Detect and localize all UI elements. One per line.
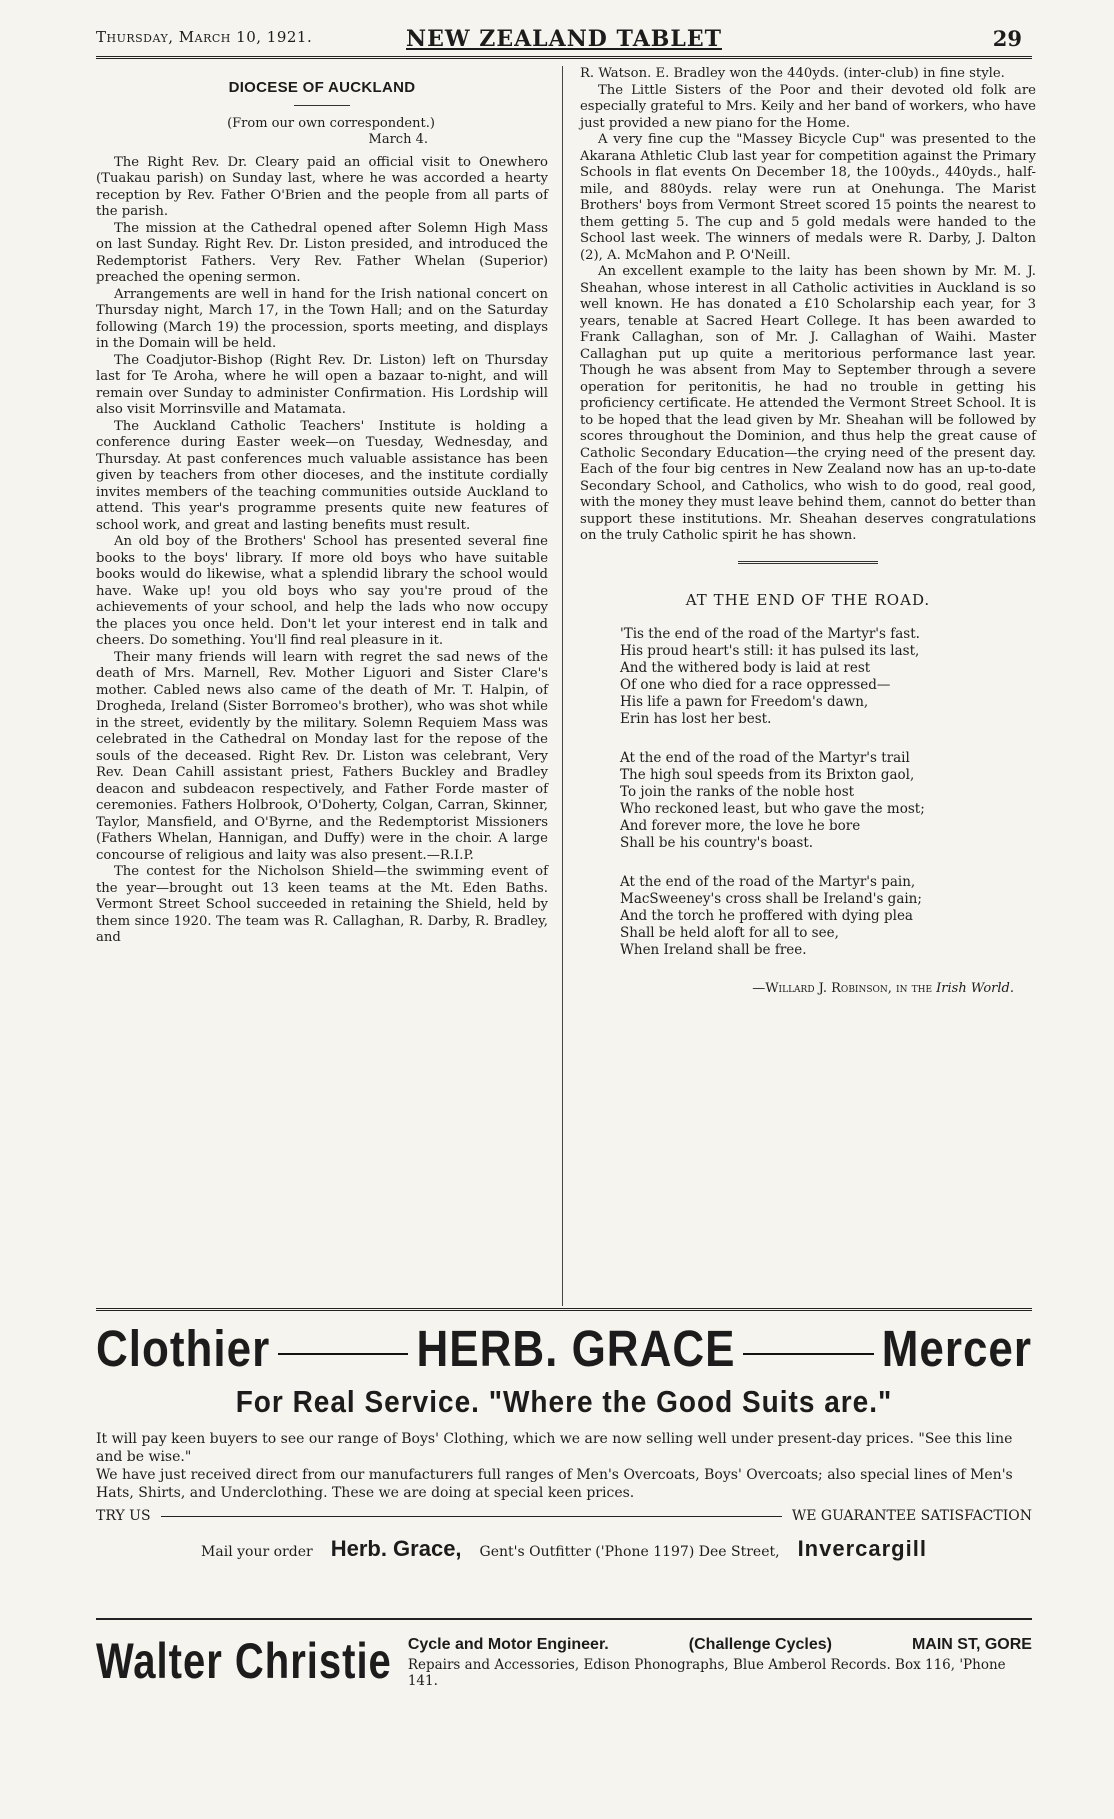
attribution-source: Irish World.: [936, 981, 1014, 996]
poem-stanza: [620, 626, 1036, 728]
ad-christie-services: Repairs and Accessories, Edison Phonographs, Blue Amberol Records. Box 116, 'Phone 141.: [407, 1657, 1006, 1689]
ad-mail-line: [96, 1536, 1032, 1562]
section-divider: [738, 561, 878, 564]
article-paragraph: Arrangements are well in hand for the Irish national concert on Thursday night, March 17, in the Town Hall; and on the Saturday following (March 19) the procession, sports meeting, and displays in the Domain will be held.: [96, 286, 548, 351]
byline: (From our own correspondent.): [227, 115, 435, 131]
ad-town: Invercargill: [797, 1536, 927, 1561]
page-header: [96, 22, 1032, 59]
ad-mercer: Mercer: [881, 1321, 1033, 1378]
poem-line: And the torch he proffered with dying plea: [620, 908, 913, 924]
advertisement-rule: [96, 1618, 1032, 1620]
ad-signature-name: Herb. Grace,: [330, 1536, 462, 1561]
poem-stanza: [620, 874, 1036, 959]
advertisement-rule: [96, 1308, 1032, 1311]
article-paragraph: The Auckland Catholic Teachers' Institute is holding a conference during Easter week—on Tuesday, Wednesday, and Thursday. At past conferences much valuable assistance has been given by teachers from other dioceses, and the institute cordially invites members of the teaching communities outside Auckland to attend. This year's programme presents quite new features of school work, and great and lasting benefits must result.: [96, 418, 548, 533]
ad-mail-order: Mail your order: [201, 1544, 313, 1560]
ad-business-name: HERB. GRACE: [416, 1321, 736, 1378]
section-title: DIOCESE OF AUCKLAND: [228, 79, 416, 96]
ad-guarantee: WE GUARANTEE SATISFACTION: [791, 1508, 1032, 1524]
masthead: NEW ZEALAND TABLET: [406, 26, 722, 52]
ad-christie-row: [408, 1636, 1032, 1654]
article-paragraph: The Right Rev. Dr. Cleary paid an official visit to Onewhero (Tuakau parish) on Sunday last, where he was accorded a hearty reception by Rev. Father O'Brien and the people from all parts of the parish.: [96, 154, 548, 219]
headline-dash: [278, 1353, 408, 1355]
poem-line: 'Tis the end of the road of the Martyr's fast.: [620, 626, 920, 642]
poem-line: Shall be his country's boast.: [620, 835, 814, 851]
issue-date: Thursday, March 10, 1921.: [96, 28, 313, 46]
attribution-author: —Willard J. Robinson, in the: [752, 981, 933, 996]
dateline: March 4.: [368, 132, 428, 147]
article-paragraph: An excellent example to the laity has been shown by Mr. M. J. Sheahan, whose interest in all Catholic activities in Auckland is so well known. He has donated a £10 Scholarship each year, for 3 years, tenable at Sacred Heart College. It has been awarded to Frank Callaghan, son of Mr. J. Callaghan of Waihi. Master Callaghan put up quite a meritorious performance last year. Though he was absent from May to September through a severe operation for peritonitis, he had no trouble in getting his proficiency certificate. He attended the Vermont Street School. It is to be hoped that the lead given by Mr. Sheahan will be followed by scores throughout the Dominion, and thus help the great cause of Catholic Secondary Education—the crying need of the present day. Each of the four big centres in New Zealand now has an up-to-date Secondary School, and Catholics, who wish to do good, real good, with the money they must leave behind them, cannot do better than support these institutions. Mr. Sheahan deserves congratulations on the truly Catholic spirit he has shown.: [580, 264, 1036, 543]
poem-line: His proud heart's still: it has pulsed its last,: [620, 643, 920, 659]
poem-line: And the withered body is laid at rest: [620, 660, 871, 676]
left-column: [96, 66, 548, 947]
ad-christie-info: [408, 1636, 1032, 1689]
ad-try-us: TRY US: [96, 1508, 151, 1524]
poem-line: MacSweeney's cross shall be Ireland's gain;: [620, 891, 922, 907]
ad-outfitter: Gent's Outfitter ('Phone 1197) Dee Street,: [479, 1544, 780, 1560]
advertisement-walter-christie: [96, 1636, 1032, 1689]
ad-body: It will pay keen buyers to see our range of Boys' Clothing, which we are now selling well under present-day prices. "See this line and be wise.": [96, 1431, 1013, 1465]
poem-line: Shall be held aloft for all to see,: [620, 925, 839, 941]
headline-dash: [743, 1353, 873, 1355]
ad-christie-address: MAIN ST, GORE: [911, 1636, 1032, 1653]
poem-line: At the end of the road of the Martyr's trail: [620, 750, 910, 766]
poem-attribution: [580, 981, 1014, 998]
poem-line: The high soul speeds from its Brixton gaol,: [620, 767, 915, 783]
ad-headline: [96, 1320, 1032, 1380]
page-number: 29: [992, 26, 1022, 51]
poem-line: Who reckoned least, but who gave the most;: [620, 801, 925, 817]
right-column: [580, 66, 1036, 998]
advertisement-herb-grace: [96, 1320, 1032, 1562]
article-paragraph: The contest for the Nicholson Shield—the swimming event of the year—brought out 13 keen teams at the Mt. Eden Baths. Vermont Street School succeeded in retaining the Shield, held by them since 1920. The team was R. Callaghan, R. Darby, R. Bradley, and: [96, 864, 548, 945]
poem-line: Erin has lost her best.: [620, 711, 772, 727]
poem-line: To join the ranks of the noble host: [620, 784, 855, 800]
title-rule: [294, 105, 350, 106]
ad-christie-title: Cycle and Motor Engineer.: [407, 1636, 609, 1653]
column-divider: [562, 66, 563, 1306]
poem-title: AT THE END OF THE ROAD.: [685, 590, 931, 609]
article-paragraph: The mission at the Cathedral opened after Solemn High Mass on last Sunday. Right Rev. Dr. Liston presided, and introduced the Redemptorist Fathers. Very Rev. Father Whelan (Superior) preached the opening sermon.: [96, 220, 548, 285]
ad-try-line: [96, 1508, 1032, 1524]
ad-christie-product: (Challenge Cycles): [688, 1636, 832, 1653]
poem-line: When Ireland shall be free.: [620, 942, 807, 958]
ad-christie-name: Walter Christie: [96, 1634, 392, 1690]
article-paragraph: Their many friends will learn with regret the sad news of the death of Mrs. Marnell, Rev. Mother Liguori and Sister Clare's mother. Cabled news also came of the death of Mr. T. Halpin, of Drogheda, Ireland (Sister Borromeo's brother), who was shot while in the street, evidently by the military. Solemn Requiem Mass was celebrated in the Cathedral on Monday last for the repose of the souls of the deceased. Right Rev. Dr. Liston was celebrant, Very Rev. Dean Cahill assistant priest, Fathers Buckley and Bradley deacon and subdeacon respectively, and Father Forde master of ceremonies. Fathers Holbrook, O'Doherty, Colgan, Carran, Skinner, Taylor, Mansfield, and O'Byrne, and the Redemptorist Missioners (Fathers Whelan, Hannigan, and Duffy) were in the choir. A large concourse of religious and laity was also present.—R.I.P.: [96, 649, 548, 863]
article-paragraph: The Coadjutor-Bishop (Right Rev. Dr. Liston) left on Thursday last for Te Aroha, where he will open a bazaar to-night, and will remain over Sunday to administer Confirmation. His Lordship will also visit Morrinsville and Matamata.: [96, 352, 548, 417]
ad-clothier: Clothier: [96, 1321, 271, 1378]
ad-body: We have just received direct from our manufacturers full ranges of Men's Overcoats, Boys' Overcoats; also special lines of Men's Hats, Shirts, and Underclothing. These we are doing at special keen prices.: [96, 1467, 1013, 1501]
poem-stanza: [620, 750, 1036, 852]
poem-line: And forever more, the love he bore: [620, 818, 861, 834]
poem-line: His life a pawn for Freedom's dawn,: [620, 694, 869, 710]
article-paragraph: A very fine cup the "Massey Bicycle Cup" was presented to the Akarana Athletic Club last year for competition against the Primary Schools in flat events On December 18, the 100yds., 440yds., half-mile, and 880yds. relay were run at Onehunga. The Marist Brothers' boys from Vermont Street scored 15 points the nearest to them getting 5. The cup and 5 gold medals were handed to the School last week. The winners of medals were R. Darby, J. Dalton (2), A. McMahon and P. O'Neill.: [580, 132, 1036, 263]
ad-slogan: For Real Service. "Where the Good Suits are.": [235, 1384, 893, 1419]
article-paragraph: The Little Sisters of the Poor and their devoted old folk are especially grateful to Mrs. Keily and her band of workers, who have just provided a new piano for the Home.: [580, 82, 1036, 131]
article-paragraph: R. Watson. E. Bradley won the 440yds. (inter-club) in fine style.: [580, 66, 1005, 81]
try-line-rule: [161, 1516, 782, 1517]
poem-line: Of one who died for a race oppressed—: [620, 677, 891, 693]
article-paragraph: An old boy of the Brothers' School has presented several fine books to the boys' library. If more old boys who have suitable books would do likewise, what a splendid library the school would have. Wake up! you old boys who say you're proud of the achievements of your school, and help the lads who now occupy the places you once held. Don't let your interest end in talk and cheers. Do something. You'll find real pleasure in it.: [96, 534, 548, 648]
poem-line: At the end of the road of the Martyr's pain,: [620, 874, 916, 890]
